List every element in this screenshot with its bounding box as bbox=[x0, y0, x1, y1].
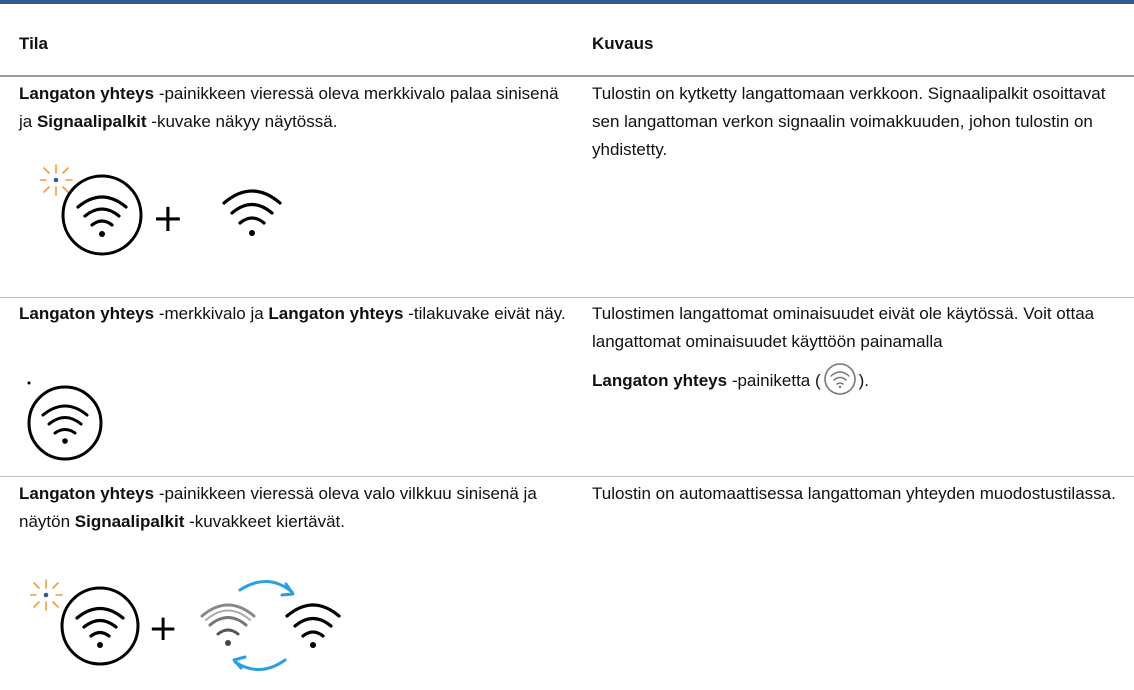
row3-status bbox=[19, 480, 574, 536]
row1-bold2: Signaalipalkit bbox=[36, 112, 147, 131]
plus-sign: + bbox=[152, 196, 184, 240]
row-divider-2 bbox=[0, 476, 1134, 477]
row1-text1: -painikkeen vieressä oleva merkkivalo palaa sinisenä ja bbox=[19, 84, 559, 131]
light-indicator-icon bbox=[30, 580, 62, 610]
row2-text1: -merkkivalo ja bbox=[154, 304, 269, 323]
row1-text2: -kuvake näkyy näytössä. bbox=[146, 112, 338, 131]
row2-desc-close: ). bbox=[858, 371, 870, 390]
wifi-circle-icon bbox=[63, 176, 141, 254]
row3-bold2: Signaalipalkit bbox=[74, 512, 185, 531]
light-off-dot bbox=[28, 382, 31, 385]
row2-bold1: Langaton yhteys bbox=[19, 304, 155, 323]
row2-description: Tulostimen langattomat ominaisuudet eivät ole käytössä. Voit ottaa langattomat ominaisuudet käyttöön painamalla bbox=[592, 304, 1095, 351]
plus-sign: + bbox=[148, 608, 179, 649]
row3-bold1: Langaton yhteys bbox=[19, 484, 155, 503]
row-divider-1 bbox=[0, 297, 1134, 298]
wifi-circle-icon bbox=[29, 387, 101, 459]
row3-illustration bbox=[30, 570, 370, 685]
row1-illustration bbox=[40, 155, 300, 265]
row1-description: Tulostin on kytketty langattomaan verkkoon. Signaalipalkit osoittavat sen langattoman verkon signaalin voimakkuuden, johon tulostin on yhdistetty. bbox=[592, 84, 1106, 159]
header-divider bbox=[0, 75, 1134, 77]
row3-description: Tulostin on automaattisessa langattoman yhteyden muodostustilassa. bbox=[592, 484, 1116, 503]
wifi-signal-icon bbox=[224, 191, 280, 236]
row2-desc-after: -painiketta ( bbox=[727, 371, 821, 390]
wifi-circle-icon bbox=[62, 588, 138, 664]
row1-bold1: Langaton yhteys bbox=[19, 84, 155, 103]
rotate-arrows-icon bbox=[234, 581, 293, 669]
row2-text2: -tilakuvake eivät näy. bbox=[403, 304, 566, 323]
row2-status bbox=[19, 300, 574, 328]
row1-status bbox=[19, 80, 574, 136]
wifi-signal-icon bbox=[287, 605, 339, 648]
light-indicator-icon bbox=[40, 165, 72, 195]
row2-illustration bbox=[20, 378, 110, 468]
row2-description-line2 bbox=[592, 367, 1127, 396]
row3-text1: -painikkeen vieressä oleva valo vilkkuu sinisenä ja näytön bbox=[19, 484, 537, 531]
wifi-signal-icon-faded bbox=[202, 605, 254, 646]
header-status: Tila bbox=[19, 34, 48, 53]
row3-text2: -kuvakkeet kiertävät. bbox=[184, 512, 345, 531]
row2-desc-bold: Langaton yhteys bbox=[592, 371, 728, 390]
header-description: Kuvaus bbox=[592, 34, 654, 53]
table-header bbox=[0, 4, 1134, 75]
wifi-button-inline-icon bbox=[823, 362, 857, 396]
row2-bold2: Langaton yhteys bbox=[268, 304, 404, 323]
